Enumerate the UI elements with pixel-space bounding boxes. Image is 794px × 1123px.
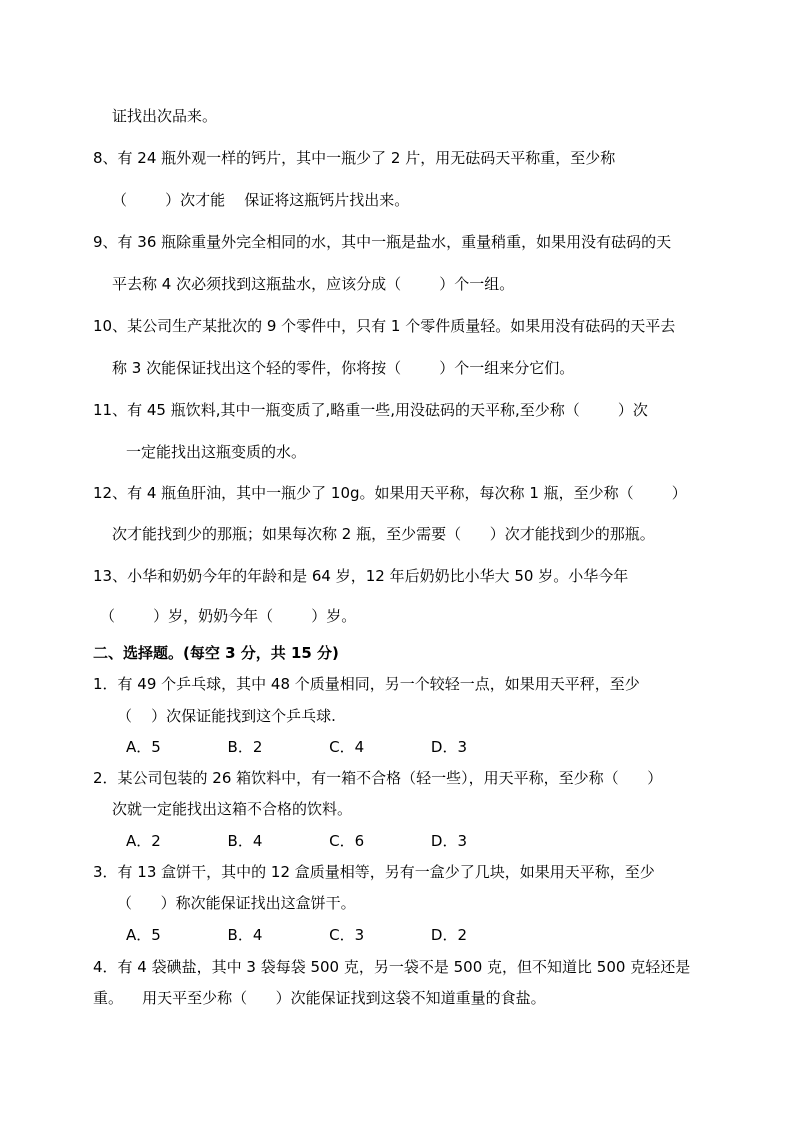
question-10-line-2: 称 3 次能保证找出这个轻的零件，你将按（ ）个一组来分它们。 (112, 359, 575, 377)
question-13-line-1: 13、小华和奶奶今年的年龄和是 64 岁，12 年后奶奶比小华大 50 岁。小华今年 (93, 567, 629, 585)
question-9-line-2: 平去称 4 次必须找到这瓶盐水，应该分成（ ）个一组。 (112, 275, 515, 293)
question-10-line-1: 10、某公司生产某批次的 9 个零件中，只有 1 个零件质量轻。如果用没有砝码的天平去 (93, 317, 676, 335)
text-line-1: 证找出次品来。 (112, 107, 218, 125)
choice-2-line-1: 2．某公司包装的 26 箱饮料中，有一箱不合格（轻一些），用天平称，至少称（ ） (93, 769, 663, 787)
choice-3-line-1: 3．有 13 盒饼干，其中的 12 盒质量相等，另有一盒少了几块，如果用天平称，至少 (93, 863, 655, 881)
choice-3-options: A．5 B．4 C．3 D．2 (126, 926, 468, 944)
choice-1-line-2: （ ）次保证能找到这个乒乓球. (117, 707, 336, 725)
question-12-line-2: 次才能找到少的那瓶；如果每次称 2 瓶，至少需要（ ）次才能找到少的那瓶。 (112, 525, 655, 543)
question-8-line-2: （ ）次才能 保证将这瓶钙片找出来。 (112, 191, 410, 209)
question-13-line-2: （ ）岁，奶奶今年（ ）岁。 (100, 607, 357, 625)
choice-3-line-2: （ ）称次能保证找出这盒饼干。 (117, 894, 356, 912)
section-heading-choice: 二、选择题。(每空 3 分，共 15 分) (93, 644, 339, 662)
choice-1-options: A．5 B．2 C．4 D．3 (126, 738, 468, 756)
choice-4-line-2: 重。 用天平至少称（ ）次能保证找到这袋不知道重量的食盐。 (93, 989, 546, 1007)
choice-2-line-2: 次就一定能找出这箱不合格的饮料。 (112, 800, 353, 818)
question-9-line-1: 9、有 36 瓶除重量外完全相同的水，其中一瓶是盐水，重量稍重，如果用没有砝码的天 (93, 233, 672, 251)
choice-2-options: A．2 B．4 C．6 D．3 (126, 832, 468, 850)
question-12-line-1: 12、有 4 瓶鱼肝油，其中一瓶少了 10g。如果用天平称，每次称 1 瓶，至少称（ ） (93, 484, 687, 502)
choice-1-line-1: 1．有 49 个乒乓球，其中 48 个质量相同，另一个较轻一点，如果用天平秤，至少 (93, 675, 640, 693)
question-11-line-1: 11、有 45 瓶饮料,其中一瓶变质了,略重一些,用没砝码的天平称,至少称（ ）次 (93, 401, 648, 419)
choice-4-line-1: 4．有 4 袋碘盐，其中 3 袋每袋 500 克，另一袋不是 500 克，但不知道比 500 克轻还是 (93, 958, 691, 976)
question-8-line-1: 8、有 24 瓶外观一样的钙片，其中一瓶少了 2 片，用无砝码天平称重，至少称 (93, 149, 616, 167)
question-11-line-2: 一定能找出这瓶变质的水。 (126, 443, 307, 461)
